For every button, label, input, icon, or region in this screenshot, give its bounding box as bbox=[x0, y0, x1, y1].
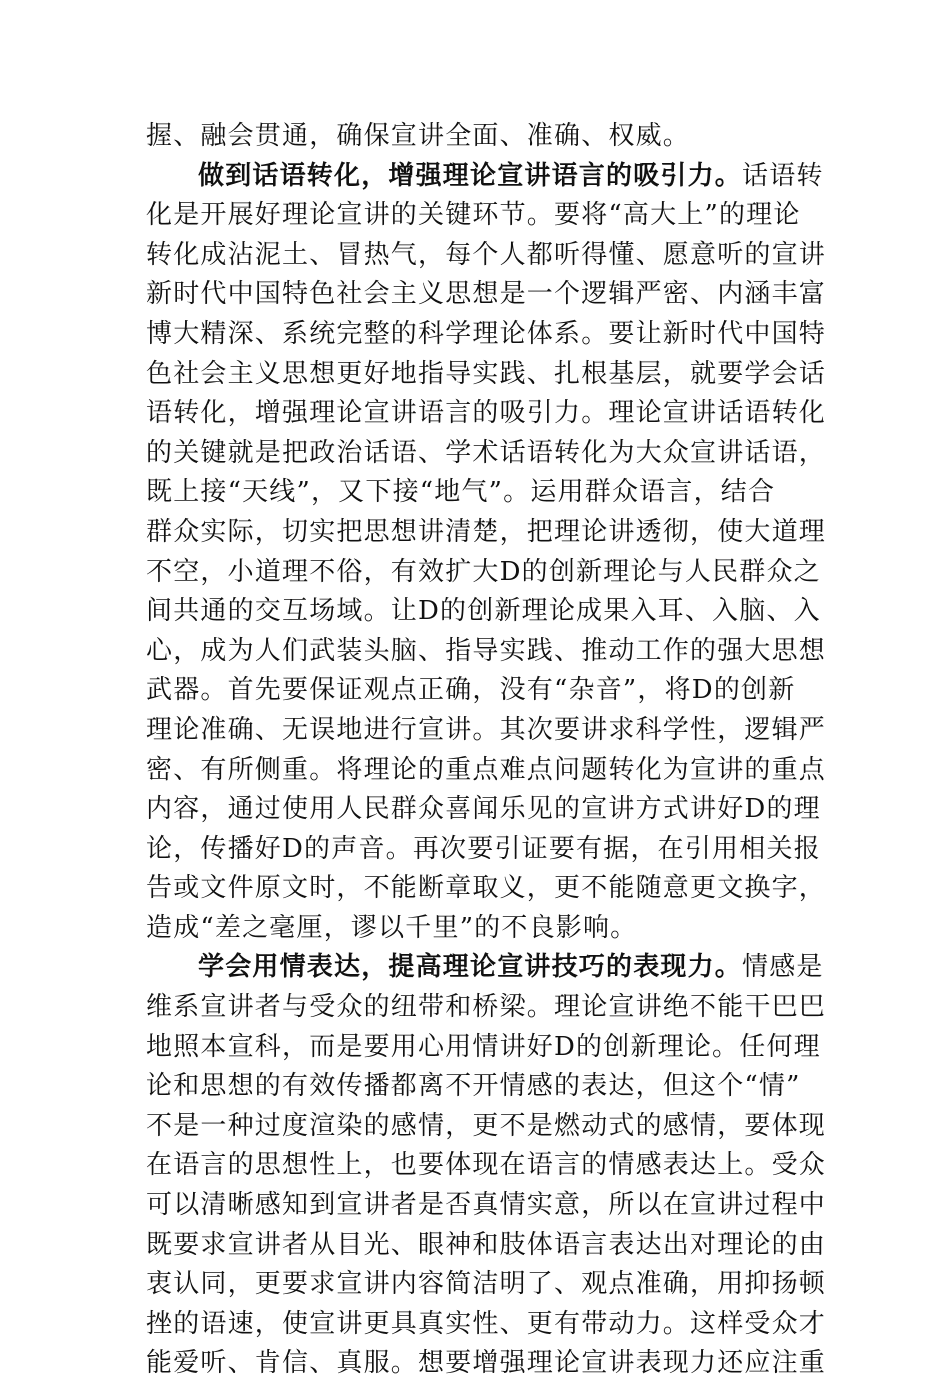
line-text: 心，成为人们武装头脑、指导实践、推动工作的强大思想 bbox=[146, 635, 827, 666]
line-text: 新时代中国特色社会主义思想是一个逻辑严密、内涵丰富 bbox=[146, 279, 827, 310]
line-text: 论和思想的有效传播都离不开情感的表达，但这个“情” bbox=[146, 1071, 801, 1102]
line-text: 不是一种过度渲染的感情，更不是燃动式的感情，要体现 bbox=[146, 1110, 827, 1141]
text-line bbox=[146, 315, 827, 355]
line-text: 在语言的思想性上，也要体现在语言的情感表达上。受众 bbox=[146, 1150, 827, 1181]
line-text: 语转化，增强理论宣讲语言的吸引力。理论宣讲话语转化 bbox=[146, 398, 827, 429]
line-text: 间共通的交互场域。让D的创新理论成果入耳、入脑、入 bbox=[146, 596, 821, 627]
line-text: 理论准确、无误地进行宣讲。其次要讲求科学性，逻辑严 bbox=[146, 714, 827, 745]
line-text: 可以清晰感知到宣讲者是否真情实意，所以在宣讲过程中 bbox=[146, 1190, 827, 1221]
line-text: 化是开展好理论宣讲的关键环节。要将“高大上”的理论 bbox=[146, 200, 801, 231]
line-text: 论，传播好D的声音。再次要引证要有据，在引用相关报 bbox=[146, 833, 821, 864]
line-text: 话语转 bbox=[742, 160, 824, 191]
text-line bbox=[146, 1226, 827, 1266]
line-text: 内容，通过使用人民群众喜闻乐见的宣讲方式讲好D的理 bbox=[146, 794, 821, 825]
bold-heading: 做到话语转化，增强理论宣讲语言的吸引力。 bbox=[198, 160, 743, 191]
line-text: 的关键就是把政治话语、学术话语转化为大众宣讲话语， bbox=[146, 437, 827, 468]
text-line bbox=[146, 948, 824, 988]
text-line bbox=[146, 790, 821, 830]
text-line bbox=[146, 1028, 821, 1068]
line-text: 维系宣讲者与受众的纽带和桥梁。理论宣讲绝不能干巴巴 bbox=[146, 992, 827, 1023]
text-line bbox=[146, 869, 827, 909]
text-line bbox=[146, 157, 824, 197]
text-line bbox=[146, 909, 806, 949]
text-line bbox=[146, 553, 821, 593]
text-line bbox=[146, 473, 806, 513]
text-line bbox=[146, 1344, 827, 1384]
text-line bbox=[146, 1305, 827, 1345]
line-text: 色社会主义思想更好地指导实践、扎根基层，就要学会话 bbox=[146, 358, 827, 389]
text-line bbox=[146, 1146, 827, 1186]
line-text: 既要求宣讲者从目光、眼神和肢体语言表达出对理论的由 bbox=[146, 1229, 827, 1260]
text-line bbox=[146, 355, 827, 395]
text-line bbox=[146, 513, 827, 553]
text-line bbox=[146, 830, 821, 870]
line-text: 博大精深、系统完整的科学理论体系。要让新时代中国特 bbox=[146, 318, 827, 349]
text-line bbox=[146, 711, 827, 751]
line-text: 转化成沾泥土、冒热气，每个人都听得懂、愿意听的宣讲 bbox=[146, 239, 827, 270]
text-line bbox=[146, 394, 827, 434]
text-line bbox=[146, 1186, 827, 1226]
line-text: 群众实际，切实把思想讲清楚，把理论讲透彻，使大道理 bbox=[146, 516, 827, 547]
text-line bbox=[146, 1067, 806, 1107]
line-text: 衷认同，更要求宣讲内容简洁明了、观点准确，用抑扬顿 bbox=[146, 1269, 827, 1300]
text-line bbox=[146, 1265, 827, 1305]
text-line bbox=[146, 671, 806, 711]
line-text: 造成“差之毫厘，谬以千里”的不良影响。 bbox=[146, 912, 638, 943]
line-text: 能爱听、肯信、真服。想要增强理论宣讲表现力还应注重 bbox=[146, 1348, 827, 1379]
line-text: 告或文件原文时，不能断章取义，更不能随意更文换字， bbox=[146, 873, 827, 904]
text-line bbox=[146, 196, 806, 236]
line-text: 密、有所侧重。将理论的重点难点问题转化为宣讲的重点 bbox=[146, 754, 827, 785]
line-text: 既上接“天线”，又下接“地气”。运用群众语言，结合 bbox=[146, 477, 776, 508]
text-line bbox=[146, 632, 827, 672]
text-line bbox=[146, 592, 821, 632]
line-text: 挫的语速，使宣讲更具真实性、更有带动力。这样受众才 bbox=[146, 1308, 827, 1339]
line-text: 握、融会贯通，确保宣讲全面、准确、权威。 bbox=[146, 121, 691, 151]
line-text: 地照本宣科，而是要用心用情讲好D的创新理论。任何理 bbox=[146, 1031, 821, 1062]
line-text: 情感是 bbox=[742, 952, 824, 983]
line-text: 武器。首先要保证观点正确，没有“杂音”，将D的创新 bbox=[146, 675, 796, 706]
text-line bbox=[146, 1107, 827, 1147]
text-line bbox=[146, 434, 827, 474]
text-line bbox=[146, 236, 827, 276]
body-text bbox=[146, 117, 827, 1384]
text-line bbox=[146, 275, 827, 315]
text-line bbox=[146, 988, 827, 1028]
line-text: 不空，小道理不俗，有效扩大D的创新理论与人民群众之 bbox=[146, 556, 821, 587]
text-line bbox=[146, 751, 827, 791]
bold-heading: 学会用情表达，提高理论宣讲技巧的表现力。 bbox=[198, 952, 743, 983]
text-line bbox=[146, 117, 806, 157]
